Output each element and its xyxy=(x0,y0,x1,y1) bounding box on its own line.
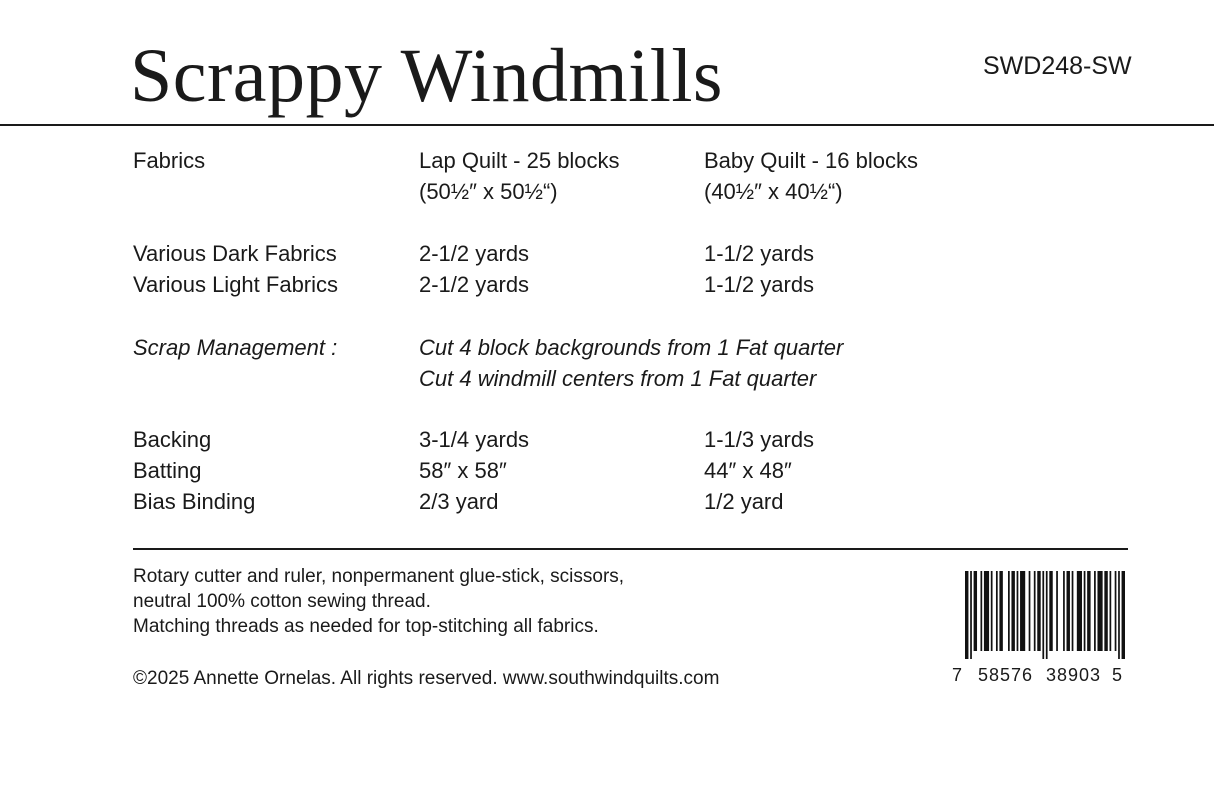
barcode-bar xyxy=(974,571,977,651)
table-row-light-baby: 1-1/2 yards xyxy=(704,272,815,297)
fabrics-header: Fabrics xyxy=(133,148,206,173)
barcode-bar xyxy=(1110,571,1112,651)
barcode-bar xyxy=(1017,571,1019,651)
table-row-backing-label: Backing xyxy=(133,427,212,452)
barcode-bar xyxy=(1029,571,1031,651)
lap-quilt-header: Lap Quilt - 25 blocks xyxy=(419,148,620,173)
table-row-light-label: Various Light Fabrics xyxy=(133,272,339,297)
barcode-bar xyxy=(1046,571,1048,659)
barcode-bar xyxy=(1115,571,1117,651)
scrap-management-line2: Cut 4 windmill centers from 1 Fat quarter xyxy=(419,366,817,391)
table-row-batting-baby: 44″ x 48″ xyxy=(704,458,792,483)
barcode-icon xyxy=(965,571,1125,659)
supplies-line-3: Matching threads as needed for top-stitching all fabrics. xyxy=(133,616,599,637)
barcode-check-digit: 5 xyxy=(1112,665,1123,685)
barcode-first-digit: 7 xyxy=(952,665,963,685)
pattern-code: SWD248-SW xyxy=(983,52,1132,80)
table-row-batting-lap: 58″ x 58″ xyxy=(419,458,507,483)
barcode-bar xyxy=(1122,571,1125,659)
barcode-bar xyxy=(999,571,1002,651)
barcode-bar xyxy=(970,571,972,659)
barcode-bar xyxy=(1011,571,1014,651)
table-row-batting-label: Batting xyxy=(133,458,202,483)
barcode-bar xyxy=(1037,571,1040,651)
barcode-bar xyxy=(1084,571,1086,651)
barcode-bar xyxy=(1008,571,1010,651)
barcode-bar xyxy=(1049,571,1052,651)
baby-quilt-size: (40½″ x 40½“) xyxy=(704,179,843,204)
lap-quilt-size: (50½″ x 50½“) xyxy=(419,179,558,204)
barcode-bar xyxy=(1042,571,1044,659)
barcode-bar xyxy=(1020,571,1025,651)
table-row-light-lap: 2-1/2 yards xyxy=(419,272,530,297)
barcode-bar xyxy=(996,571,998,651)
copyright-line: ©2025 Annette Ornelas. All rights reserved. www.southwindquilts.com xyxy=(133,668,720,689)
barcode-group-2: 38903 xyxy=(1046,665,1102,685)
table-row-binding-label: Bias Binding xyxy=(133,489,256,514)
top-divider xyxy=(0,124,1214,126)
barcode-bar xyxy=(1097,571,1102,651)
table-row-dark-baby: 1-1/2 yards xyxy=(704,241,815,266)
barcode-bar xyxy=(965,571,968,659)
barcode-bar xyxy=(1087,571,1090,651)
barcode-bar xyxy=(1072,571,1074,651)
middle-divider xyxy=(133,548,1128,550)
baby-quilt-header: Baby Quilt - 16 blocks xyxy=(704,148,918,173)
barcode-bar xyxy=(1063,571,1065,651)
supplies-line-1: Rotary cutter and ruler, nonpermanent glue-stick, scissors, xyxy=(133,566,625,587)
barcode-bar xyxy=(1118,571,1120,659)
barcode-bar xyxy=(984,571,989,651)
scrap-management-label: Scrap Management : xyxy=(133,335,338,360)
barcode-bar xyxy=(991,571,993,651)
barcode-bar xyxy=(1056,571,1058,651)
barcode-bar xyxy=(1077,571,1082,651)
supplies-line-2: neutral 100% cotton sewing thread. xyxy=(133,591,431,612)
table-row-backing-baby: 1-1/3 yards xyxy=(704,427,815,452)
barcode-bar xyxy=(1104,571,1107,651)
table-row-dark-lap: 2-1/2 yards xyxy=(419,241,530,266)
barcode-bar xyxy=(1034,571,1036,651)
barcode-bar xyxy=(1094,571,1096,651)
barcode-bar xyxy=(980,571,982,651)
barcode-group-1: 58576 xyxy=(978,665,1034,685)
table-row-binding-baby: 1/2 yard xyxy=(704,489,784,514)
barcode-bar xyxy=(1067,571,1070,651)
table-row-dark-label: Various Dark Fabrics xyxy=(133,241,337,266)
table-row-binding-lap: 2/3 yard xyxy=(419,489,499,514)
scrap-management-line1: Cut 4 block backgrounds from 1 Fat quarter xyxy=(419,335,844,360)
page-title: Scrappy Windmills xyxy=(130,34,724,118)
table-row-backing-lap: 3-1/4 yards xyxy=(419,427,530,452)
